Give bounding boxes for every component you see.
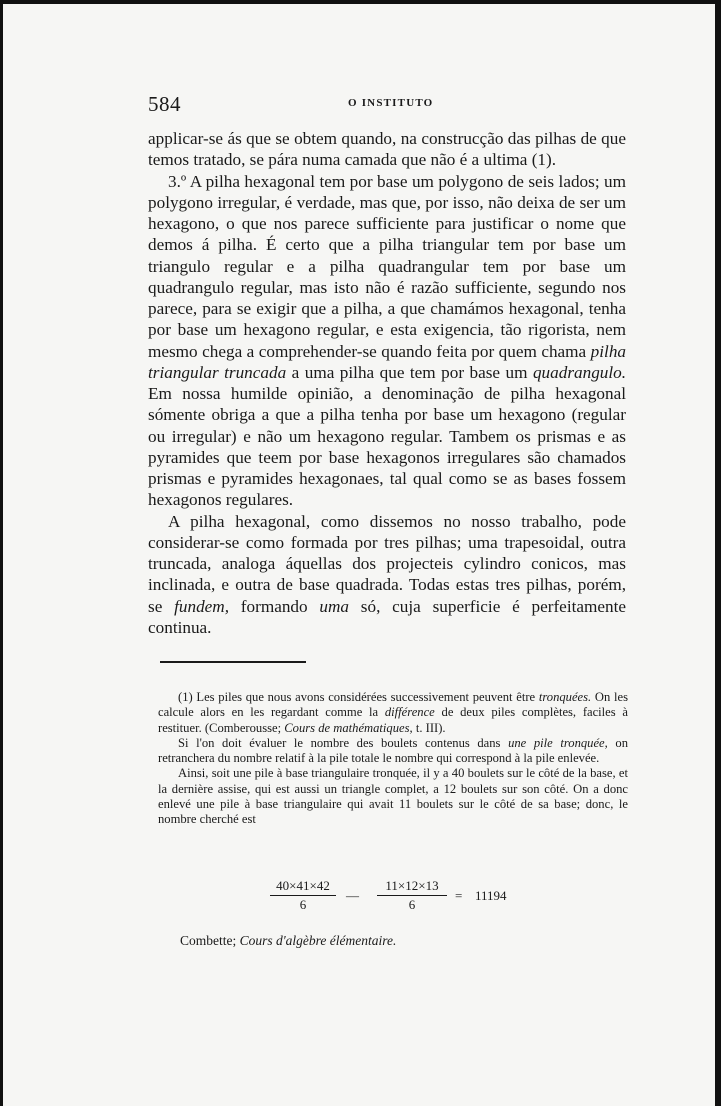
scan-border-right (715, 0, 721, 1106)
scan-border-top (0, 0, 721, 4)
fraction-1 (270, 878, 336, 913)
fraction-2-denominator: 6 (408, 897, 416, 912)
scan-border-left (0, 0, 3, 1106)
attribution-author: Combette; (180, 933, 237, 948)
fraction-2 (377, 878, 447, 913)
equals-sign: = (455, 888, 463, 903)
paragraph-hexagonal: 3.º A pilha hexagonal tem por base um polygono de seis lados; um polygono irregular, é verdade, mas que, por isso, não deixa de ser um hexagono, o que nos parece sufficiente para justificar o nome que demos á pilha. É certo que a pilha triangular tem por base um triangulo regular e a pilha quadrangular tem por base um quadrangulo regular, mas isto não é razão sufficiente, segundo nos parece, para se exigir que a pilha, a que chamámos hexagonal, tenha por base um hexagono regular, e esta exigencia, tão rigorista, nem mesmo chega a comprehender-se quando feita por quem chama pilha triangular truncada a uma pilha que tem por base um quadrangulo. Em nossa humilde opinião, a denominação de pilha hexagonal sómente obriga a que a pilha tenha por base um hexagono (regular ou irregular) e não um hexagono regular. Tambem os prismas e as pyramides que teem por base hexagonos irregulares são chamados prismas e pyramides hexagonaes, tal qual como se as bases fossem hexagonos regulares. (148, 171, 627, 510)
main-text (148, 128, 626, 638)
page-number: 584 (148, 92, 181, 116)
attribution (180, 933, 396, 949)
fraction-1-bar (270, 895, 336, 896)
fraction-1-denominator: 6 (299, 897, 307, 912)
page-header (148, 92, 626, 116)
footnote-2: Si l'on doit évaluer le nombre des boulets contenus dans une pile tronquée, on retranchera du nombre relatif à la pile totale le nombre qui correspond à la pile enlevée. (158, 735, 628, 766)
fraction-2-bar (377, 895, 447, 896)
attribution-work: Cours d'algèbre élémentaire. (239, 933, 397, 948)
fraction-2-numerator: 11×12×13 (385, 878, 439, 893)
fraction-1-numerator: 40×41×42 (276, 878, 330, 893)
footnotes (158, 690, 628, 828)
minus-sign: — (346, 888, 359, 903)
footnote-1: (1) Les piles que nous avons considérées successivement peuvent être tronquées. On les calcule alors en les regardant comme la différence de deux piles complètes, faciles à restituer. (Comberousse; Cours de mathématiques, t. III). (158, 690, 629, 735)
formula (270, 878, 570, 918)
footnote-rule (160, 661, 306, 663)
paragraph-three-piles: A pilha hexagonal, como dissemos no nosso trabalho, pode considerar-se como formada por tres pilhas; uma trapesoidal, outra truncada, analoga áquellas dos projecteis cylindro conicos, mas inclinada, e outra de base quadrada. Todas estas tres pilhas, porém, se fundem, formando uma só, cuja superficie é perfeitamente continua. (148, 511, 626, 637)
running-title: O INSTITUTO (348, 97, 434, 109)
footnote-3: Ainsi, soit une pile à base triangulaire tronquée, il y a 40 boulets sur le côté de la base, et la dernière assise, qui est aussi un triangle complet, a 12 boulets sur son côté. On a donc enlevé une pile à base triangulaire qui avait 11 boulets sur le côté de sa base; donc, le nombre cherché est (158, 766, 628, 827)
formula-result: 11194 (475, 888, 507, 903)
paragraph-continued: applicar-se ás que se obtem quando, na construcção das pilhas de que temos tratado, se pára numa camada que não é a ultima (1). (148, 129, 626, 170)
